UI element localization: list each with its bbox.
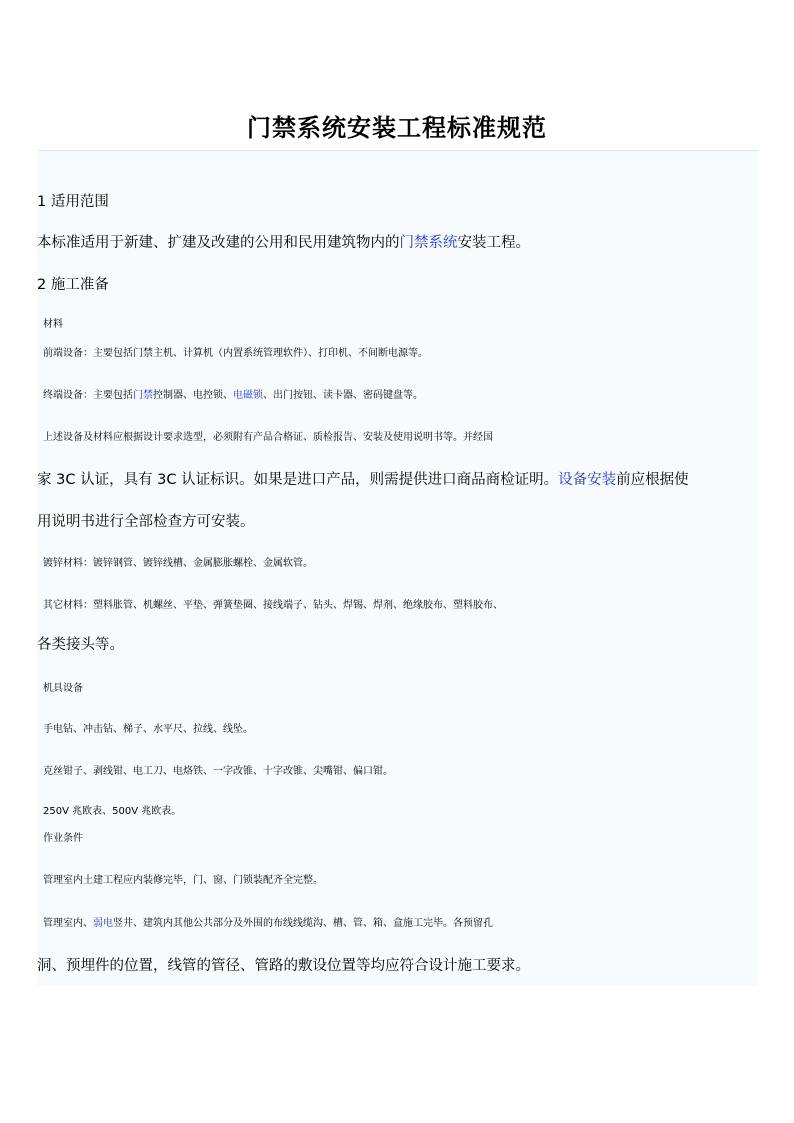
text-segment: 竖井、建筑内其他公共部分及外围的布线线缆沟、槽、管、箱、盒施工完毕。各预留孔 xyxy=(113,918,493,929)
link-low-voltage[interactable]: 弱电 xyxy=(93,918,113,929)
galvanized-materials: 镀锌材料：镀锌钢管、镀锌线槽、金属膨胀螺栓、金属软管。 xyxy=(43,558,313,569)
link-access-control-system[interactable]: 门禁系统 xyxy=(399,235,458,251)
text-segment: 家 3C 认证，具有 3C 认证标识。如果是进口产品，则需提供进口商品商检证明。 xyxy=(37,472,559,488)
terminal-equipment xyxy=(43,386,764,406)
front-end-equipment: 前端设备：主要包括门禁主机、计算机（内置系统管理软件）、打印机、不间断电源等。 xyxy=(43,348,428,359)
section-1-text xyxy=(37,233,758,253)
text-segment: 控制器、电控锁、 xyxy=(153,390,233,401)
tools-list-2: 克丝钳子、剥线钳、电工刀、电烙铁、一字改锥、十字改锥、尖嘴钳、偏口钳。 xyxy=(43,766,393,777)
other-materials-line-1: 其它材料：塑料胀管、机螺丝、平垫、弹簧垫圈、接线端子、钻头、焊锡、焊剂、绝缘胶布、塑料胶布、 xyxy=(43,600,503,611)
text-segment: 本标准适用于新建、扩建及改建的公用和民用建筑物内的 xyxy=(37,235,400,251)
link-magnetic-lock[interactable]: 电磁锁 xyxy=(233,390,263,401)
text-segment: 终端设备：主要包括 xyxy=(43,390,133,401)
other-materials-line-2: 各类接头等。 xyxy=(37,637,124,653)
text-segment: 、出门按钮、读卡器、密码键盘等。 xyxy=(263,390,423,401)
certification-line-2 xyxy=(37,470,758,490)
condition-2 xyxy=(43,914,764,934)
tools-list-3: 250V 兆欧表、500V 兆欧表。 xyxy=(43,806,182,817)
materials-heading: 材料 xyxy=(43,319,63,330)
conditions-heading: 作业条件 xyxy=(43,833,83,844)
tools-list-1: 手电钻、冲击钻、梯子、水平尺、拉线、线坠。 xyxy=(43,724,253,735)
text-segment: 前应根据使 xyxy=(616,472,689,488)
certification-line-3: 用说明书进行全部检查方可安装。 xyxy=(37,514,255,530)
section-1-heading: 1 适用范围 xyxy=(37,194,109,210)
section-2-heading: 2 施工准备 xyxy=(37,277,109,293)
link-access-control[interactable]: 门禁 xyxy=(133,390,153,401)
text-segment: 安装工程。 xyxy=(457,235,530,251)
condition-3: 洞、预埋件的位置，线管的管径、管路的敷设位置等均应符合设计施工要求。 xyxy=(37,958,530,974)
tools-heading: 机具设备 xyxy=(43,683,83,694)
certification-line-1: 上述设备及材料应根据设计要求选型，必须附有产品合格证、质检报告、安装及使用说明书等。并经国 xyxy=(43,432,493,443)
link-equipment-installation[interactable]: 设备安装 xyxy=(558,472,617,488)
document-body xyxy=(37,150,758,986)
text-segment: 管理室内、 xyxy=(43,918,93,929)
condition-1: 管理室内土建工程应内装修完毕，门、窗、门锁装配齐全完整。 xyxy=(43,875,323,886)
document-title: 门禁系统安装工程标准规范 xyxy=(247,113,547,142)
